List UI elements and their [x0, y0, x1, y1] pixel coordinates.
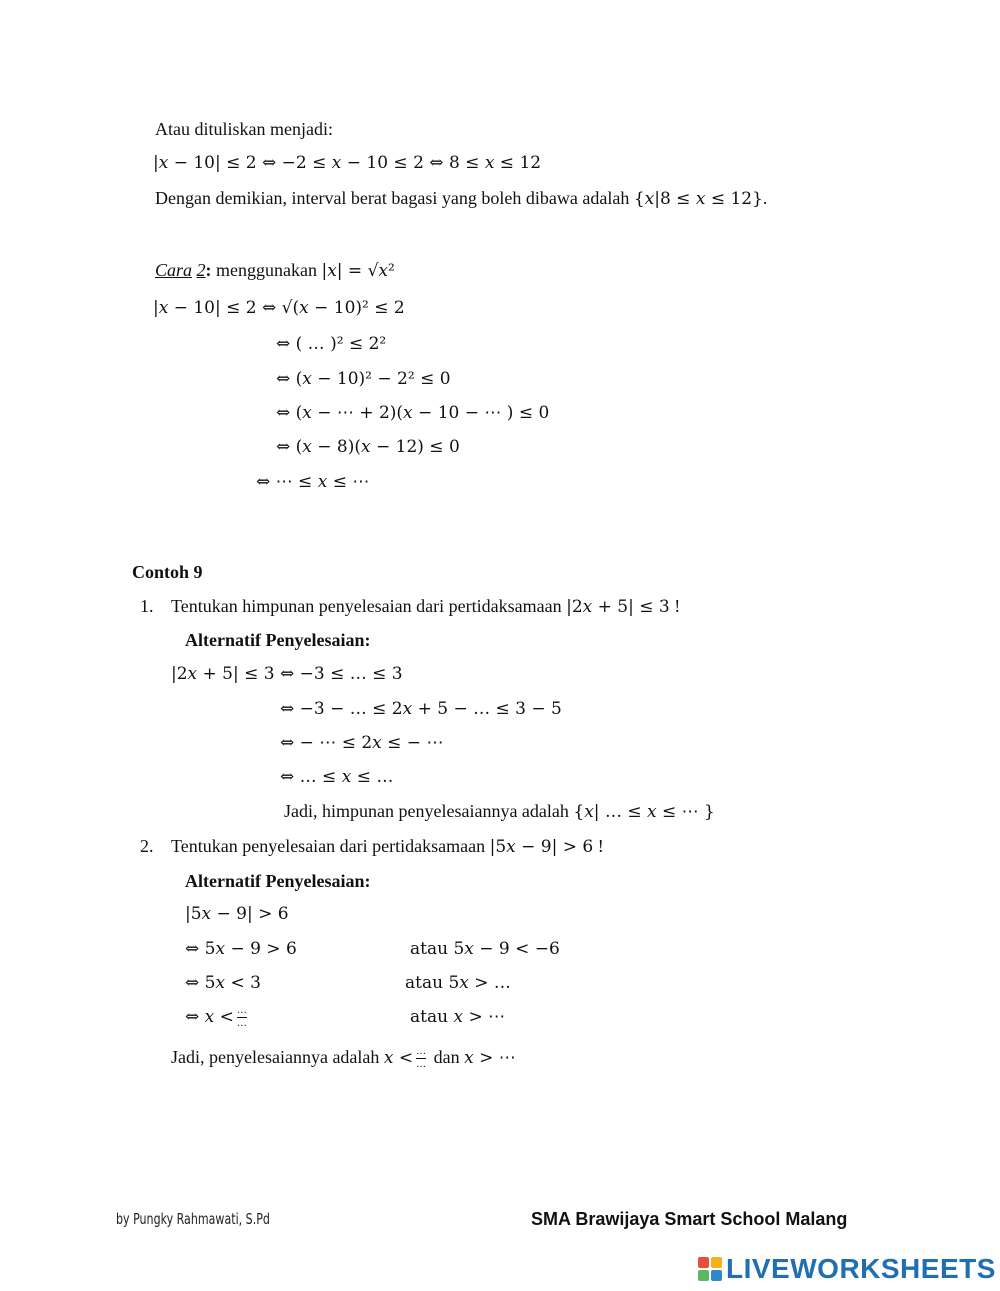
- q2-math: |5𝑥 − 9| > 6: [489, 837, 594, 857]
- equation-1: |𝑥 − 10| ≤ 2 ⇔ −2 ≤ 𝑥 − 10 ≤ 2 ⇔ 8 ≤ 𝑥 ≤ 12: [153, 153, 542, 173]
- frac-numerator: …: [236, 1005, 247, 1016]
- q2-left-step-3: [185, 1006, 250, 1029]
- q1-step-2: ⇔ −3 − … ≤ 2𝑥 + 5 − … ≤ 3 − 5: [280, 699, 562, 719]
- cara2-step-2: ⇔ ( … )² ≤ 2²: [276, 334, 387, 354]
- q1-alt-label: Alternatif Penyelesaian:: [185, 630, 371, 650]
- conclusion-end: .: [762, 188, 768, 208]
- q1-step-3: ⇔ − ⋯ ≤ 2𝑥 ≤ − ⋯: [280, 733, 444, 753]
- q2-number: 2.: [140, 836, 154, 856]
- q2-conclusion: [171, 1046, 516, 1070]
- footer-author: by Pungky Rahmawati, S.Pd: [116, 1210, 270, 1228]
- q1-end: !: [669, 596, 681, 616]
- brand-blocks-icon: [698, 1257, 722, 1281]
- cara2-step-3: ⇔ (𝑥 − 10)² − 2² ≤ 0: [276, 369, 451, 389]
- conclusion-frac-numerator: …: [416, 1046, 427, 1058]
- cara-text: menggunakan: [211, 260, 322, 280]
- q2-conclusion-dan: dan: [429, 1047, 465, 1067]
- q2-left-step-3-text: ⇔ 𝑥 <: [185, 1007, 234, 1027]
- cara2-step-5: ⇔ (𝑥 − 8)(𝑥 − 12) ≤ 0: [276, 437, 460, 457]
- q1-text-line: [171, 595, 680, 618]
- cara-formula: |𝑥| = √𝑥²: [321, 261, 395, 281]
- intro-text: Atau dituliskan menjadi:: [155, 119, 333, 139]
- q1-math: |2𝑥 + 5| ≤ 3: [566, 597, 670, 617]
- cara2-step-4: ⇔ (𝑥 − ⋯ + 2)(𝑥 − 10 − ⋯ ) ≤ 0: [276, 403, 550, 423]
- brand-block-yellow: [711, 1257, 722, 1268]
- q2-fraction: [237, 1006, 247, 1029]
- conclusion-text: Dengan demikian, interval berat bagasi yang boleh dibawa adalah: [155, 188, 634, 208]
- conclusion-frac-denominator: …: [416, 1059, 427, 1071]
- cara2-step-1: |𝑥 − 10| ≤ 2 ⇔ √(𝑥 − 10)² ≤ 2: [153, 298, 405, 318]
- brand-block-green: [698, 1270, 709, 1281]
- q2-text-line: [171, 835, 604, 858]
- q2-right-step-3: atau 𝑥 > ⋯: [410, 1007, 506, 1027]
- q1-conclusion-math: {𝑥| … ≤ 𝑥 ≤ ⋯ }: [573, 802, 715, 822]
- contoh-title: Contoh 9: [132, 562, 203, 582]
- q2-alt-label: Alternatif Penyelesaian:: [185, 871, 371, 891]
- q2-right-step-2: atau 5𝑥 > …: [405, 973, 511, 993]
- cara-label: Cara: [155, 260, 193, 280]
- q1-number: 1.: [140, 596, 154, 616]
- conclusion-line: [155, 187, 767, 210]
- brand-text: LIVEWORKSHEETS: [726, 1253, 996, 1284]
- conclusion-math: {𝑥|8 ≤ 𝑥 ≤ 12}: [633, 189, 763, 209]
- cara-number: 2: [196, 260, 206, 280]
- cara2-step-6: ⇔ ⋯ ≤ 𝑥 ≤ ⋯: [256, 472, 370, 492]
- q2-conclusion-fraction: [416, 1047, 426, 1070]
- brand-block-red: [698, 1257, 709, 1268]
- q2-left-step-2: ⇔ 5𝑥 < 3: [185, 973, 261, 993]
- q1-text: Tentukan himpunan penyelesaian dari pertidaksamaan: [171, 596, 567, 616]
- q1-step-4: ⇔ … ≤ 𝑥 ≤ …: [280, 767, 394, 787]
- brand-block-blue: [711, 1270, 722, 1281]
- q2-start: |5𝑥 − 9| > 6: [185, 904, 289, 924]
- q2-conclusion-text: Jadi, penyelesaiannya adalah: [171, 1047, 384, 1067]
- q1-conclusion: [284, 800, 715, 823]
- q2-end: !: [593, 836, 604, 856]
- footer-school: SMA Brawijaya Smart School Malang: [531, 1209, 848, 1229]
- q1-step-1: |2𝑥 + 5| ≤ 3 ⇔ −3 ≤ … ≤ 3: [171, 664, 403, 684]
- cara-2-heading: [155, 259, 395, 282]
- q2-left-step-1: ⇔ 5𝑥 − 9 > 6: [185, 939, 297, 959]
- q2-conclusion-x: 𝑥 <: [383, 1048, 414, 1068]
- q2-conclusion-end: 𝑥 > ⋯: [464, 1048, 516, 1068]
- q1-conclusion-text: Jadi, himpunan penyelesaiannya adalah: [284, 801, 574, 821]
- q2-right-step-1: atau 5𝑥 − 9 < −6: [410, 939, 560, 959]
- frac-denominator: …: [236, 1018, 247, 1029]
- liveworksheets-logo[interactable]: [698, 1254, 996, 1284]
- cara-colon: :: [205, 260, 212, 280]
- q2-text: Tentukan penyelesaian dari pertidaksamaan: [171, 836, 490, 856]
